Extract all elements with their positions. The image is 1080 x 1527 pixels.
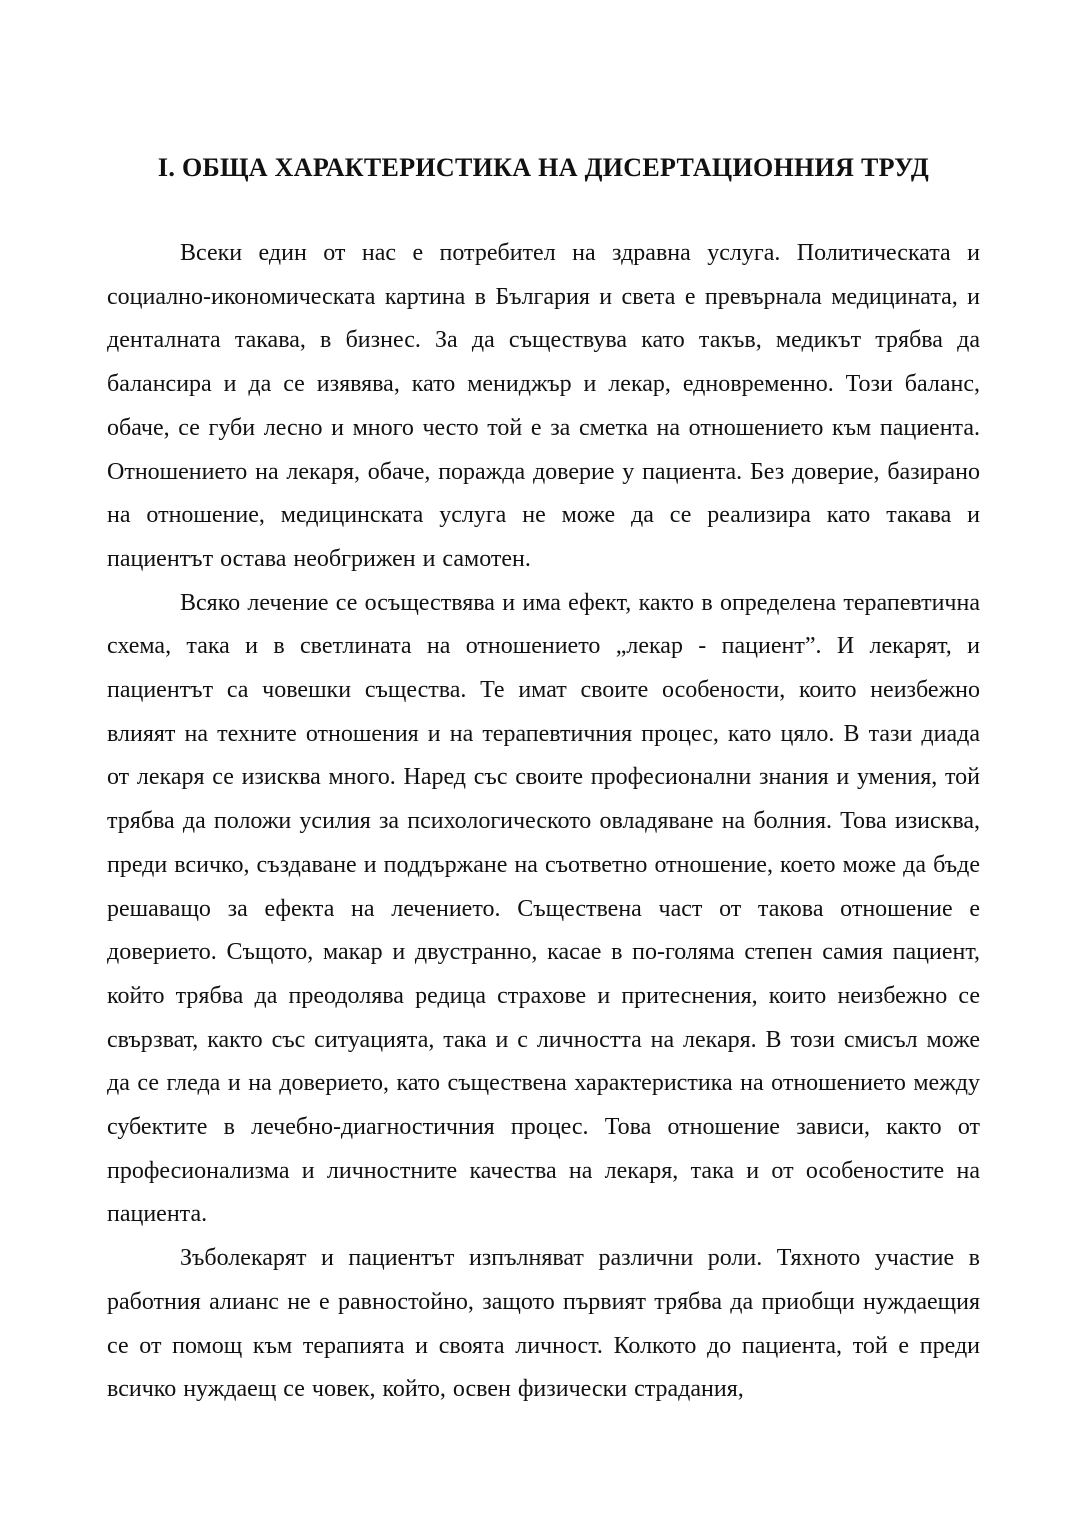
paragraph-2: Всяко лечение се осъществява и има ефект, както в определена терапевтична схема, така и в светлината на отношението „лекар - пациент”. И лекарят, и пациентът са човешки същества. Те имат своите особености, които неизбежно влияят на техните отношения и на терапевтичния процес, като цяло. В тази диада от лекаря се изисква много. Наред със своите професионални знания и умения, той трябва да положи усилия за психологическото овладяване на болния. Това изисква, преди всичко, създаване и поддържане на съответно отношение, което може да бъде решаващо за ефекта на лечението. Съществена част от такова отношение е доверието. Същото, макар и двустранно, касае в по-голяма степен самия пациент, който трябва да преодолява редица страхове и притеснения, които неизбежно се свързват, както със ситуацията, така и с личността на лекаря. В този смисъл може да се гледа и на доверието, като съществена характеристика на отношението между субектите в лечебно-диагностичния процес. Това отношение зависи, както от професионализма и личностните качества на лекаря, така и от особеностите на пациента.	[107, 589, 980, 1228]
paragraph-3: Зъболекарят и пациентът изпълняват различни роли. Тяхното участие в работния алианс не е равностойно, защото първият трябва да приобщи нуждаещия се от помощ към терапията и своята личност. Колкото до пациента, той е преди всичко нуждаещ се човек, който, освен физически страдания,	[107, 1245, 980, 1403]
page-title: I. ОБЩА ХАРАКТЕРИСТИКА НА ДИСЕРТАЦИОННИЯ ТРУД	[157, 153, 930, 182]
paragraph-1: Всеки един от нас е потребител на здравна услуга. Политическата и социално-икономическата картина в България и света е превърнала медицината, и денталната такава, в бизнес. За да съществува като такъв, медикът трябва да балансира и да се изявява, като мениджър и лекар, едновременно. Този баланс, обаче, се губи лесно и много често той е за сметка на отношението към пациента. Отношението на лекаря, обаче, поражда доверие у пациента. Без доверие, базирано на отношение, медицинската услуга не може да се реализира като такава и пациентът остава необгрижен и самотен.	[107, 240, 980, 572]
